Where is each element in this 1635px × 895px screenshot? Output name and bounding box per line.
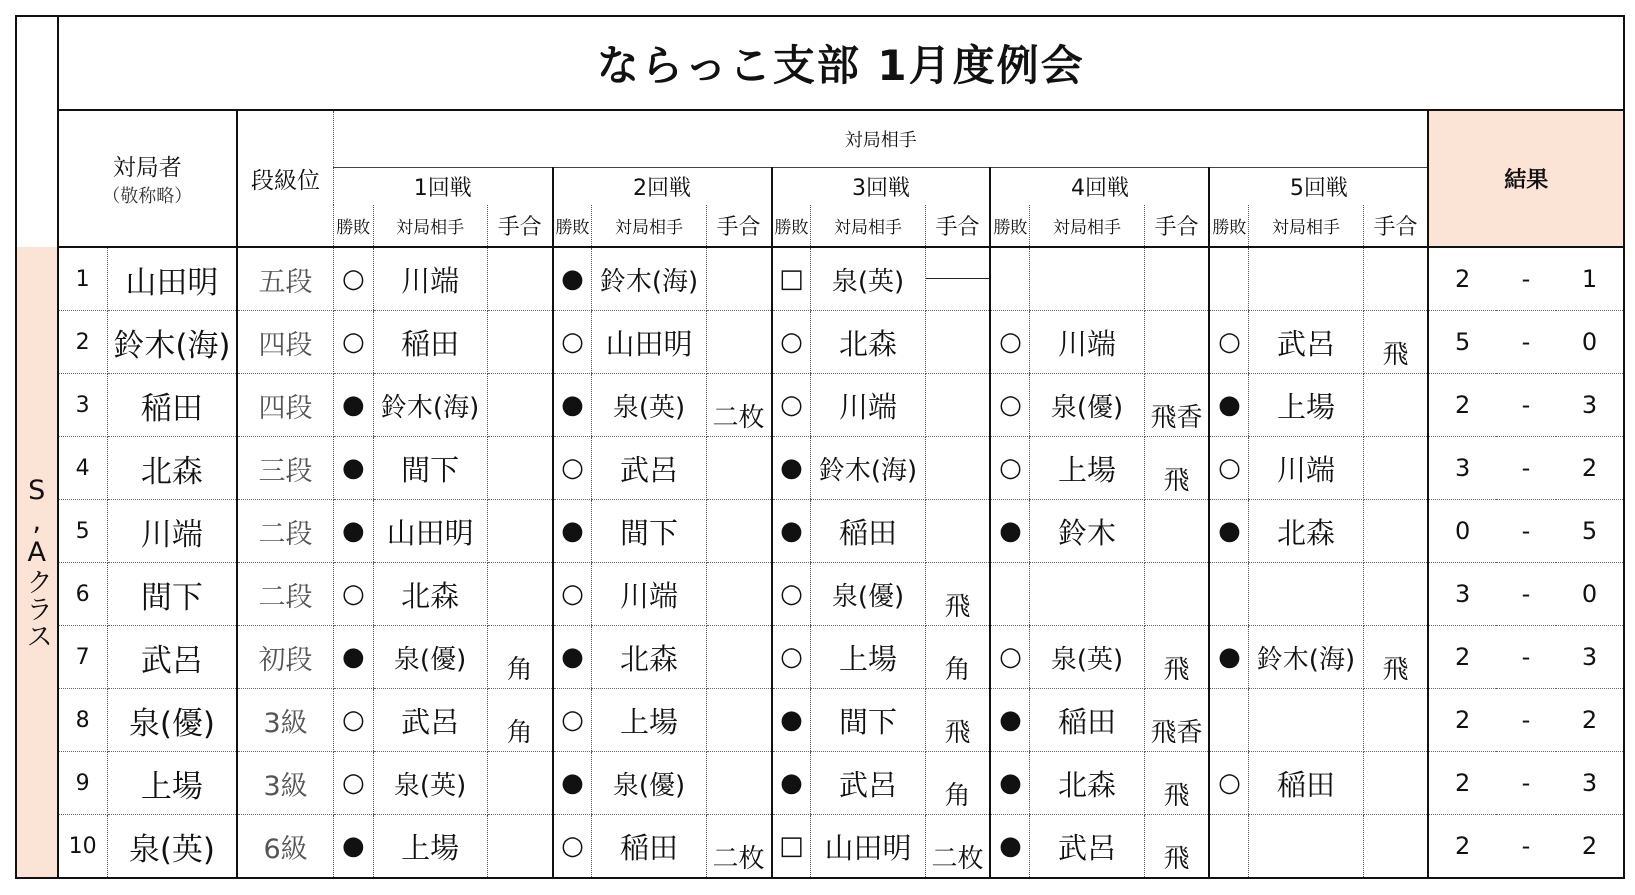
table-row — [16, 311, 1624, 374]
round-4-opponent: 泉(優) — [1030, 374, 1144, 437]
table-row — [16, 437, 1624, 500]
round-3-winloss: ● — [772, 500, 811, 563]
losses-count: 2 — [1556, 689, 1624, 752]
wins-count: 2 — [1428, 626, 1495, 689]
round-2-handicap — [706, 247, 771, 311]
player-header-note: （敬称略） — [102, 186, 193, 207]
player-name: 川端 — [107, 500, 237, 563]
round-1-opponent: 鈴木(海) — [373, 374, 487, 437]
player-name: 北森 — [107, 437, 237, 500]
round-5-winloss — [1209, 563, 1248, 626]
round-2-handicap — [706, 689, 771, 752]
page-title: ならっこ支部 1月度例会 — [58, 16, 1625, 110]
round-3-opponent: 泉(英) — [811, 247, 925, 311]
player-name: 間下 — [107, 563, 237, 626]
round-2-handicap — [706, 311, 771, 374]
round-4-handicap: 飛 — [1144, 752, 1209, 815]
round-2-opponent: 間下 — [592, 500, 706, 563]
round-5-handicap — [1363, 563, 1428, 626]
round-3-opponent: 鈴木(海) — [811, 437, 925, 500]
round-3-opponent: 稲田 — [811, 500, 925, 563]
round-5-handicap-header: 手合 — [1363, 205, 1428, 247]
round-3-handicap: 飛 — [925, 689, 990, 752]
round-5-handicap — [1363, 247, 1428, 311]
player-rank: 3級 — [237, 689, 334, 752]
round-2-winloss: ● — [553, 374, 592, 437]
round-1-handicap — [487, 311, 552, 374]
round-2-opponent: 泉(優) — [592, 752, 706, 815]
player-rank: 6級 — [237, 815, 334, 879]
round-2-opponent: 鈴木(海) — [592, 247, 706, 311]
round-3-winloss: □ — [772, 815, 811, 879]
player-name: 稲田 — [107, 374, 237, 437]
round-4-winloss: ○ — [990, 626, 1029, 689]
round-2-winloss: ● — [553, 500, 592, 563]
player-rank: 初段 — [237, 626, 334, 689]
round-4-handicap: 飛 — [1144, 626, 1209, 689]
round-1-handicap — [487, 500, 552, 563]
round-5-winloss-header: 勝敗 — [1212, 218, 1247, 238]
player-rank: 3級 — [237, 752, 334, 815]
table-row — [16, 563, 1624, 626]
round-5-opponent — [1249, 815, 1363, 879]
round-2-handicap — [706, 563, 771, 626]
player-name: 鈴木(海) — [107, 311, 237, 374]
result-separator: - — [1496, 311, 1556, 374]
round-3-winloss: ● — [772, 752, 811, 815]
round-2-opponent: 山田明 — [592, 311, 706, 374]
round-2-winloss: ● — [553, 752, 592, 815]
results-table — [15, 15, 1625, 879]
round-3-opponent: 泉(優) — [811, 563, 925, 626]
losses-count: 3 — [1556, 752, 1624, 815]
wins-count: 2 — [1428, 247, 1495, 311]
round-1-handicap — [487, 752, 552, 815]
round-2-handicap — [706, 500, 771, 563]
round-1-handicap — [487, 247, 552, 311]
round-4-handicap — [1144, 311, 1209, 374]
round-5-winloss: ○ — [1209, 752, 1248, 815]
class-label: S,Aクラス — [16, 247, 58, 878]
round-4-opponent — [1030, 563, 1144, 626]
round-2-winloss: ○ — [553, 563, 592, 626]
player-name: 上場 — [107, 752, 237, 815]
strike-line — [926, 278, 990, 279]
round-1-opponent: 泉(優) — [373, 626, 487, 689]
round-2-handicap — [706, 437, 771, 500]
round-2-opponent: 北森 — [592, 626, 706, 689]
round-5-winloss: ● — [1209, 626, 1248, 689]
player-number: 9 — [58, 752, 108, 815]
table-row — [16, 374, 1624, 437]
round-1-opponent: 北森 — [373, 563, 487, 626]
round-5-winloss: ○ — [1209, 311, 1248, 374]
round-4-handicap: 飛 — [1144, 815, 1209, 879]
result-header: 結果 — [1428, 110, 1624, 247]
round-2-opponent: 泉(英) — [592, 374, 706, 437]
losses-count: 3 — [1556, 374, 1624, 437]
rank-header: 段級位 — [237, 110, 334, 247]
player-rank: 三段 — [237, 437, 334, 500]
round-4-opponent: 武呂 — [1030, 815, 1144, 879]
round-5-opponent — [1249, 247, 1363, 311]
round-1-handicap: 角 — [487, 626, 552, 689]
round-5-winloss: ● — [1209, 374, 1248, 437]
round-1-handicap: 角 — [487, 689, 552, 752]
losses-count: 1 — [1556, 247, 1624, 311]
player-rank: 四段 — [237, 374, 334, 437]
losses-count: 5 — [1556, 500, 1624, 563]
round-1-winloss: ○ — [334, 247, 373, 311]
round-5-opponent — [1249, 689, 1363, 752]
round-3-handicap — [925, 437, 990, 500]
round-2-opponent: 川端 — [592, 563, 706, 626]
round-2-winloss: ○ — [553, 815, 592, 879]
round-4-winloss: ○ — [990, 311, 1029, 374]
player-number: 6 — [58, 563, 108, 626]
round-5-winloss: ○ — [1209, 437, 1248, 500]
player-header — [58, 110, 238, 247]
round-5-winloss — [1209, 247, 1248, 311]
wins-count: 2 — [1428, 815, 1495, 879]
table-row — [16, 689, 1624, 752]
round-3-opponent: 川端 — [811, 374, 925, 437]
round-1-winloss: ● — [334, 815, 373, 879]
round-1-opponent: 泉(英) — [373, 752, 487, 815]
round-3-handicap: 角 — [925, 752, 990, 815]
round-5-handicap: 飛 — [1363, 311, 1428, 374]
round-4-handicap — [1144, 563, 1209, 626]
round-3-handicap — [925, 500, 990, 563]
player-number: 3 — [58, 374, 108, 437]
player-number: 4 — [58, 437, 108, 500]
round-1-opponent-header: 対局相手 — [373, 205, 487, 247]
round-3-handicap — [925, 311, 990, 374]
round-4-handicap — [1144, 500, 1209, 563]
round-1-winloss: ○ — [334, 689, 373, 752]
table-row — [16, 815, 1624, 879]
round-2-opponent: 稲田 — [592, 815, 706, 879]
round-4-handicap-header: 手合 — [1144, 205, 1209, 247]
round-4-handicap: 飛香 — [1144, 374, 1209, 437]
round-1-handicap — [487, 815, 552, 879]
round-4-winloss — [990, 563, 1029, 626]
round-5-opponent — [1249, 563, 1363, 626]
player-rank: 五段 — [237, 247, 334, 311]
round-1-opponent: 稲田 — [373, 311, 487, 374]
round-4-handicap: 飛香 — [1144, 689, 1209, 752]
round-3-winloss: ○ — [772, 311, 811, 374]
round-2-header: 2回戦 — [553, 167, 772, 205]
round-3-winloss: ○ — [772, 626, 811, 689]
round-3-handicap — [925, 374, 990, 437]
round-1-handicap — [487, 437, 552, 500]
round-4-opponent: 泉(英) — [1030, 626, 1144, 689]
round-3-winloss: ● — [772, 689, 811, 752]
losses-count: 0 — [1556, 311, 1624, 374]
player-number: 7 — [58, 626, 108, 689]
result-separator: - — [1496, 689, 1556, 752]
round-4-opponent-header: 対局相手 — [1030, 205, 1144, 247]
wins-count: 5 — [1428, 311, 1495, 374]
round-4-handicap — [1144, 247, 1209, 311]
round-3-handicap-header: 手合 — [925, 205, 990, 247]
round-3-winloss-header: 勝敗 — [774, 218, 809, 238]
round-4-opponent: 鈴木 — [1030, 500, 1144, 563]
round-5-opponent-header: 対局相手 — [1249, 205, 1363, 247]
round-1-opponent: 川端 — [373, 247, 487, 311]
round-4-winloss — [990, 247, 1029, 311]
wins-count: 2 — [1428, 689, 1495, 752]
player-name: 山田明 — [107, 247, 237, 311]
round-1-winloss: ● — [334, 626, 373, 689]
table-row — [16, 626, 1624, 689]
player-number: 8 — [58, 689, 108, 752]
round-1-opponent: 上場 — [373, 815, 487, 879]
round-1-opponent: 武呂 — [373, 689, 487, 752]
round-2-handicap — [706, 752, 771, 815]
player-number: 2 — [58, 311, 108, 374]
round-1-header: 1回戦 — [334, 167, 553, 205]
round-3-opponent: 間下 — [811, 689, 925, 752]
result-separator: - — [1496, 626, 1556, 689]
round-1-handicap — [487, 374, 552, 437]
round-3-header: 3回戦 — [772, 167, 991, 205]
round-1-handicap — [487, 563, 552, 626]
table-row — [16, 752, 1624, 815]
round-3-winloss: □ — [772, 247, 811, 311]
player-number: 5 — [58, 500, 108, 563]
round-4-winloss: ● — [990, 752, 1029, 815]
round-4-opponent — [1030, 247, 1144, 311]
player-number: 10 — [58, 815, 108, 879]
round-3-handicap: 飛 — [925, 563, 990, 626]
round-1-opponent: 間下 — [373, 437, 487, 500]
round-1-winloss: ○ — [334, 563, 373, 626]
round-4-opponent: 稲田 — [1030, 689, 1144, 752]
player-name: 泉(英) — [107, 815, 237, 879]
round-4-winloss: ● — [990, 689, 1029, 752]
round-5-handicap — [1363, 752, 1428, 815]
player-rank: 二段 — [237, 500, 334, 563]
round-2-handicap: 二枚 — [706, 374, 771, 437]
wins-count: 3 — [1428, 437, 1495, 500]
result-separator: - — [1496, 815, 1556, 879]
round-1-winloss: ○ — [334, 752, 373, 815]
result-separator: - — [1496, 563, 1556, 626]
round-3-handicap: 角 — [925, 626, 990, 689]
round-2-winloss-header: 勝敗 — [555, 218, 590, 238]
round-3-opponent: 上場 — [811, 626, 925, 689]
round-4-winloss: ● — [990, 500, 1029, 563]
round-3-opponent: 山田明 — [811, 815, 925, 879]
round-2-winloss: ● — [553, 626, 592, 689]
round-2-handicap: 二枚 — [706, 815, 771, 879]
wins-count: 0 — [1428, 500, 1495, 563]
round-4-opponent: 北森 — [1030, 752, 1144, 815]
round-4-winloss: ● — [990, 815, 1029, 879]
round-1-opponent: 山田明 — [373, 500, 487, 563]
losses-count: 3 — [1556, 626, 1624, 689]
player-rank: 二段 — [237, 563, 334, 626]
round-5-winloss — [1209, 815, 1248, 879]
round-1-winloss: ● — [334, 437, 373, 500]
round-5-handicap — [1363, 437, 1428, 500]
round-5-opponent: 上場 — [1249, 374, 1363, 437]
round-2-opponent-header: 対局相手 — [592, 205, 706, 247]
round-5-handicap: 飛 — [1363, 626, 1428, 689]
round-1-winloss: ● — [334, 500, 373, 563]
result-separator: - — [1496, 500, 1556, 563]
round-1-handicap-header: 手合 — [487, 205, 552, 247]
round-3-opponent: 北森 — [811, 311, 925, 374]
wins-count: 3 — [1428, 563, 1495, 626]
player-number: 1 — [58, 247, 108, 311]
table-row — [16, 500, 1624, 563]
round-5-handicap — [1363, 689, 1428, 752]
player-name: 泉(優) — [107, 689, 237, 752]
round-1-winloss: ● — [334, 374, 373, 437]
round-2-opponent: 武呂 — [592, 437, 706, 500]
round-5-winloss — [1209, 689, 1248, 752]
round-5-handicap — [1363, 815, 1428, 879]
round-4-winloss-header: 勝敗 — [993, 218, 1028, 238]
opponents-header: 対局相手 — [334, 110, 1429, 167]
round-3-opponent: 武呂 — [811, 752, 925, 815]
losses-count: 2 — [1556, 815, 1624, 879]
round-4-opponent: 上場 — [1030, 437, 1144, 500]
round-2-handicap-header: 手合 — [706, 205, 771, 247]
losses-count: 2 — [1556, 437, 1624, 500]
round-3-winloss: ○ — [772, 374, 811, 437]
result-separator: - — [1496, 752, 1556, 815]
round-2-winloss: ○ — [553, 311, 592, 374]
round-3-opponent-header: 対局相手 — [811, 205, 925, 247]
round-3-winloss: ○ — [772, 563, 811, 626]
results-sheet — [15, 15, 1625, 875]
round-4-winloss: ○ — [990, 374, 1029, 437]
round-5-opponent: 稲田 — [1249, 752, 1363, 815]
round-5-handicap — [1363, 500, 1428, 563]
player-header-label: 対局者 — [112, 155, 182, 181]
player-rank: 四段 — [237, 311, 334, 374]
round-4-opponent: 川端 — [1030, 311, 1144, 374]
round-4-header: 4回戦 — [990, 167, 1209, 205]
table-row — [16, 247, 1624, 311]
corner-cell — [16, 16, 58, 247]
round-2-winloss: ○ — [553, 437, 592, 500]
round-3-handicap — [925, 247, 990, 311]
round-5-winloss: ● — [1209, 500, 1248, 563]
round-5-opponent: 川端 — [1249, 437, 1363, 500]
losses-count: 0 — [1556, 563, 1624, 626]
round-5-opponent: 鈴木(海) — [1249, 626, 1363, 689]
round-1-winloss-header: 勝敗 — [336, 218, 371, 238]
round-5-handicap — [1363, 374, 1428, 437]
round-2-opponent: 上場 — [592, 689, 706, 752]
result-separator: - — [1496, 437, 1556, 500]
round-1-winloss: ○ — [334, 311, 373, 374]
round-4-handicap: 飛 — [1144, 437, 1209, 500]
round-2-winloss: ● — [553, 247, 592, 311]
round-5-opponent: 武呂 — [1249, 311, 1363, 374]
round-2-winloss: ○ — [553, 689, 592, 752]
result-separator: - — [1496, 247, 1556, 311]
round-5-opponent: 北森 — [1249, 500, 1363, 563]
round-2-handicap — [706, 626, 771, 689]
round-4-winloss: ○ — [990, 437, 1029, 500]
round-3-winloss: ● — [772, 437, 811, 500]
round-3-handicap: 二枚 — [925, 815, 990, 879]
player-name: 武呂 — [107, 626, 237, 689]
result-separator: - — [1496, 374, 1556, 437]
round-5-header: 5回戦 — [1209, 167, 1428, 205]
wins-count: 2 — [1428, 752, 1495, 815]
wins-count: 2 — [1428, 374, 1495, 437]
